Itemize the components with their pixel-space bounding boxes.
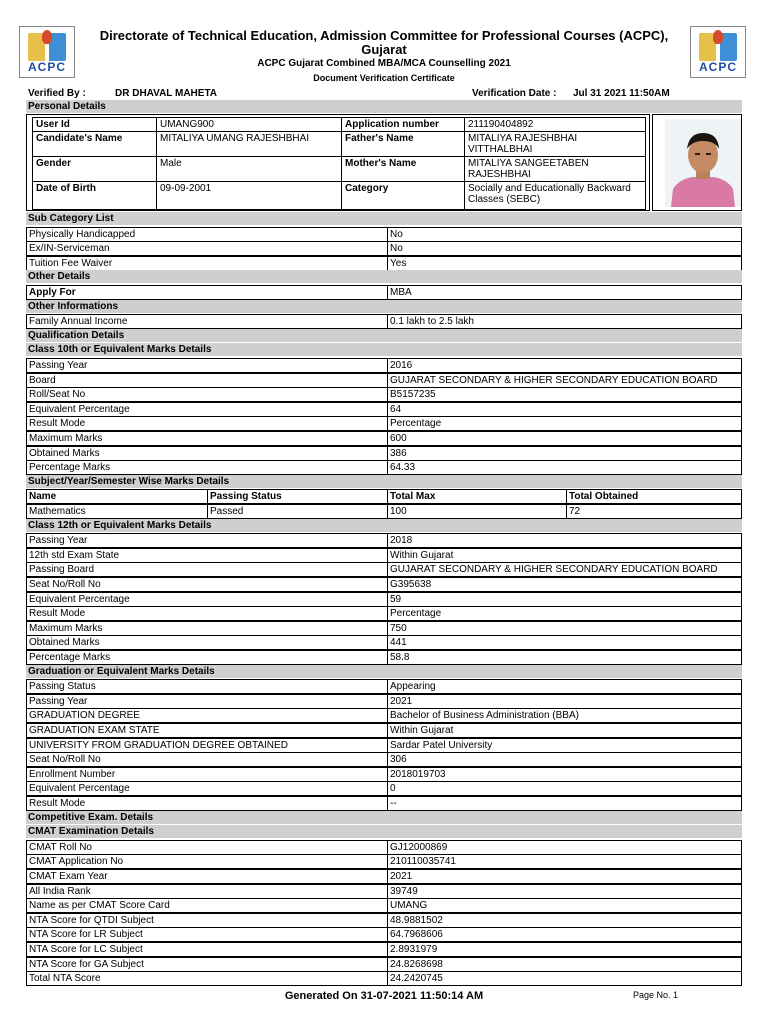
subject-marks-row-cell: Mathematics [29, 506, 86, 517]
class-12-row [26, 606, 742, 621]
subject-marks-row-cell: Passed [207, 505, 387, 518]
class-12-label: Seat No/Roll No [29, 579, 101, 590]
class-10-label: Percentage Marks [29, 462, 111, 473]
graduation-value: 2021 [387, 695, 741, 708]
cmat-label: CMAT Application No [29, 856, 124, 867]
candidate-name-value: MITALIYA UMANG RAJESHBHAI [157, 132, 342, 157]
page-number: Page No. 1 [633, 990, 679, 1000]
candidate-name-label: Candidate's Name [33, 132, 157, 157]
class-10-value: 2016 [387, 359, 741, 372]
mother-name-label: Mother's Name [342, 157, 465, 182]
acpc-logo-right [690, 26, 746, 78]
class-12-row [26, 533, 742, 548]
section-personal-details: Personal Details [26, 100, 742, 113]
graduation-label: UNIVERSITY FROM GRADUATION DEGREE OBTAINED [29, 740, 288, 751]
cmat-value: 2021 [387, 870, 741, 883]
class-12-value: G395638 [387, 578, 741, 591]
cmat-row [26, 913, 742, 928]
generated-timestamp: Generated On 31-07-2021 11:50:14 AM [284, 990, 484, 1002]
cmat-label: NTA Score for LR Subject [29, 929, 143, 940]
verified-by-value: DR DHAVAL MAHETA [115, 88, 218, 99]
graduation-row [26, 738, 742, 753]
class-12-label: Result Mode [29, 608, 86, 619]
sub-category-row [26, 256, 742, 271]
page-subtitle: ACPC Gujarat Combined MBA/MCA Counselling 2021 [257, 58, 511, 69]
class-10-row [26, 431, 742, 446]
class-10-value: 600 [387, 432, 741, 445]
cmat-label: NTA Score for LC Subject [29, 944, 143, 955]
category-label: Category [342, 182, 465, 210]
graduation-row [26, 708, 742, 723]
section-cmat-examination: CMAT Examination Details [26, 825, 742, 838]
class-10-row [26, 460, 742, 475]
graduation-row [26, 796, 742, 811]
personal-details-box [26, 114, 650, 211]
cmat-row [26, 942, 742, 957]
graduation-value: Bachelor of Business Administration (BBA) [387, 709, 741, 722]
application-number-label: Application number [342, 118, 465, 132]
other-info-row [26, 314, 742, 329]
cmat-label: Name as per CMAT Score Card [29, 900, 170, 911]
cmat-label: NTA Score for GA Subject [29, 959, 144, 970]
class-12-label: Percentage Marks [29, 652, 111, 663]
cmat-value: GJ12000869 [387, 841, 741, 854]
mother-name-value: MITALIYA SANGEETABEN RAJESHBHAI [465, 157, 646, 182]
subject-marks-header-cell: Total Max [387, 490, 566, 503]
cmat-row [26, 957, 742, 972]
graduation-label: Passing Year [29, 696, 88, 707]
class-10-row [26, 387, 742, 402]
section-other-details: Other Details [26, 270, 742, 283]
class-10-value: 386 [387, 447, 741, 460]
graduation-label: GRADUATION DEGREE [29, 710, 140, 721]
cmat-label: CMAT Roll No [29, 842, 92, 853]
class-10-row [26, 416, 742, 431]
class-10-row [26, 402, 742, 417]
sub-category-value: Yes [387, 257, 741, 270]
sub-category-label: Ex/IN-Serviceman [29, 243, 110, 254]
class-10-row [26, 358, 742, 373]
graduation-row [26, 767, 742, 782]
graduation-label: Equivalent Percentage [29, 783, 130, 794]
class-12-value: 750 [387, 622, 741, 635]
class-12-row [26, 562, 742, 577]
class-12-row [26, 635, 742, 650]
application-number-value: 211190404892 [465, 118, 646, 132]
other-info-label: Family Annual Income [29, 316, 128, 327]
graduation-label: Passing Status [29, 681, 96, 692]
personal-details-table [32, 117, 646, 210]
class-12-value: 58.8 [387, 651, 741, 664]
cmat-value: 210110035741 [387, 855, 741, 868]
cmat-row [26, 971, 742, 986]
class-10-row [26, 373, 742, 388]
class-12-row [26, 548, 742, 563]
class-10-label: Obtained Marks [29, 448, 100, 459]
verification-date-label: Verification Date : [472, 88, 557, 99]
cmat-row [26, 927, 742, 942]
sub-category-row [26, 241, 742, 256]
class-10-label: Board [29, 375, 56, 386]
cmat-value: 64.7968606 [387, 928, 741, 941]
class-10-label: Result Mode [29, 418, 86, 429]
sub-category-row [26, 227, 742, 242]
graduation-value: Within Gujarat [387, 724, 741, 737]
apply-for-value: MBA [387, 286, 741, 299]
document-title: Document Verification Certificate [313, 73, 455, 83]
class-10-label: Roll/Seat No [29, 389, 86, 400]
class-10-value: 64.33 [387, 461, 741, 474]
gender-label: Gender [33, 157, 157, 182]
graduation-row [26, 723, 742, 738]
father-name-label: Father's Name [342, 132, 465, 157]
page-title: Directorate of Technical Education, Admission Committee for Professional Courses (ACPC), Gujarat [99, 28, 669, 57]
section-other-informations: Other Informations [26, 300, 742, 313]
graduation-value: -- [387, 797, 741, 810]
father-name-value: MITALIYA RAJESHBHAI VITTHALBHAI [465, 132, 646, 157]
class-12-label: Passing Year [29, 535, 88, 546]
class-12-row [26, 592, 742, 607]
subject-marks-row-cell: 72 [566, 505, 743, 518]
class-12-row [26, 650, 742, 665]
cmat-row [26, 840, 742, 855]
section-qualification-details: Qualification Details [26, 329, 742, 342]
graduation-label: Seat No/Roll No [29, 754, 101, 765]
section-class-10: Class 10th or Equivalent Marks Details [26, 343, 742, 356]
cmat-value: 48.9881502 [387, 914, 741, 927]
subject-marks-header-cell: Total Obtained [566, 490, 743, 503]
section-subject-marks: Subject/Year/Semester Wise Marks Details [26, 475, 742, 488]
class-12-row [26, 621, 742, 636]
class-12-row [26, 577, 742, 592]
verification-date-value: Jul 31 2021 11:50AM [573, 88, 670, 99]
subject-marks-header-cell: Passing Status [207, 490, 387, 503]
logo-text: ACPC [698, 60, 737, 74]
sub-category-value: No [387, 228, 741, 241]
graduation-row [26, 781, 742, 796]
graduation-row [26, 694, 742, 709]
graduation-value: 0 [387, 782, 741, 795]
graduation-label: GRADUATION EXAM STATE [29, 725, 160, 736]
graduation-value: 2018019703 [387, 768, 741, 781]
other-info-value: 0.1 lakh to 2.5 lakh [387, 315, 741, 328]
cmat-row [26, 884, 742, 899]
subject-marks-header [26, 489, 742, 504]
class-12-value: Percentage [387, 607, 741, 620]
section-sub-category-list: Sub Category List [26, 212, 742, 225]
class-12-value: 59 [387, 593, 741, 606]
class-12-value: GUJARAT SECONDARY & HIGHER SECONDARY EDUCATION BOARD [387, 563, 741, 576]
graduation-label: Result Mode [29, 798, 86, 809]
dob-label: Date of Birth [33, 182, 157, 210]
acpc-logo-left [19, 26, 75, 78]
cmat-value: 2.8931979 [387, 943, 741, 956]
category-value: Socially and Educationally Backward Classes (SEBC) [465, 182, 646, 210]
cmat-row [26, 898, 742, 913]
apply-for-label: Apply For [29, 287, 76, 298]
dob-value: 09-09-2001 [157, 182, 342, 210]
class-10-label: Maximum Marks [29, 433, 103, 444]
class-12-value: 2018 [387, 534, 741, 547]
class-12-label: Passing Board [29, 564, 95, 575]
graduation-value: 306 [387, 753, 741, 766]
logo-text: ACPC [27, 60, 66, 74]
cmat-label: NTA Score for QTDI Subject [29, 915, 154, 926]
cmat-value: UMANG [387, 899, 741, 912]
section-competitive-exam: Competitive Exam. Details [26, 811, 742, 824]
class-10-value: GUJARAT SECONDARY & HIGHER SECONDARY EDUCATION BOARD [387, 374, 741, 387]
user-id-label: User Id [33, 118, 157, 132]
gender-value: Male [157, 157, 342, 182]
class-12-value: 441 [387, 636, 741, 649]
class-10-value: Percentage [387, 417, 741, 430]
class-12-label: Maximum Marks [29, 623, 103, 634]
graduation-label: Enrollment Number [29, 769, 116, 780]
section-class-12: Class 12th or Equivalent Marks Details [26, 519, 742, 532]
cmat-row [26, 869, 742, 884]
sub-category-label: Physically Handicapped [29, 229, 136, 240]
class-12-label: Obtained Marks [29, 637, 100, 648]
class-10-label: Passing Year [29, 360, 88, 371]
section-graduation: Graduation or Equivalent Marks Details [26, 665, 742, 678]
cmat-label: CMAT Exam Year [29, 871, 108, 882]
class-10-row [26, 446, 742, 461]
candidate-photo-frame [652, 114, 742, 211]
class-12-label: Equivalent Percentage [29, 594, 130, 605]
candidate-photo [665, 119, 741, 207]
class-12-value: Within Gujarat [387, 549, 741, 562]
apply-for-row [26, 285, 742, 300]
cmat-row [26, 854, 742, 869]
sub-category-value: No [387, 242, 741, 255]
cmat-value: 24.2420745 [387, 972, 741, 985]
subject-marks-row [26, 504, 742, 519]
graduation-row [26, 679, 742, 694]
subject-marks-row-cell: 100 [387, 505, 566, 518]
graduation-value: Sardar Patel University [387, 739, 741, 752]
cmat-value: 24.8268698 [387, 958, 741, 971]
subject-marks-header-cell: Name [29, 491, 57, 502]
class-10-value: B5157235 [387, 388, 741, 401]
cmat-value: 39749 [387, 885, 741, 898]
graduation-row [26, 752, 742, 767]
user-id-value: UMANG900 [157, 118, 342, 132]
graduation-value: Appearing [387, 680, 741, 693]
cmat-label: All India Rank [29, 886, 91, 897]
cmat-label: Total NTA Score [29, 973, 101, 984]
verified-by-label: Verified By : [28, 88, 86, 99]
sub-category-label: Tuition Fee Waiver [29, 258, 113, 269]
class-12-label: 12th std Exam State [29, 550, 120, 561]
class-10-value: 64 [387, 403, 741, 416]
class-10-label: Equivalent Percentage [29, 404, 130, 415]
